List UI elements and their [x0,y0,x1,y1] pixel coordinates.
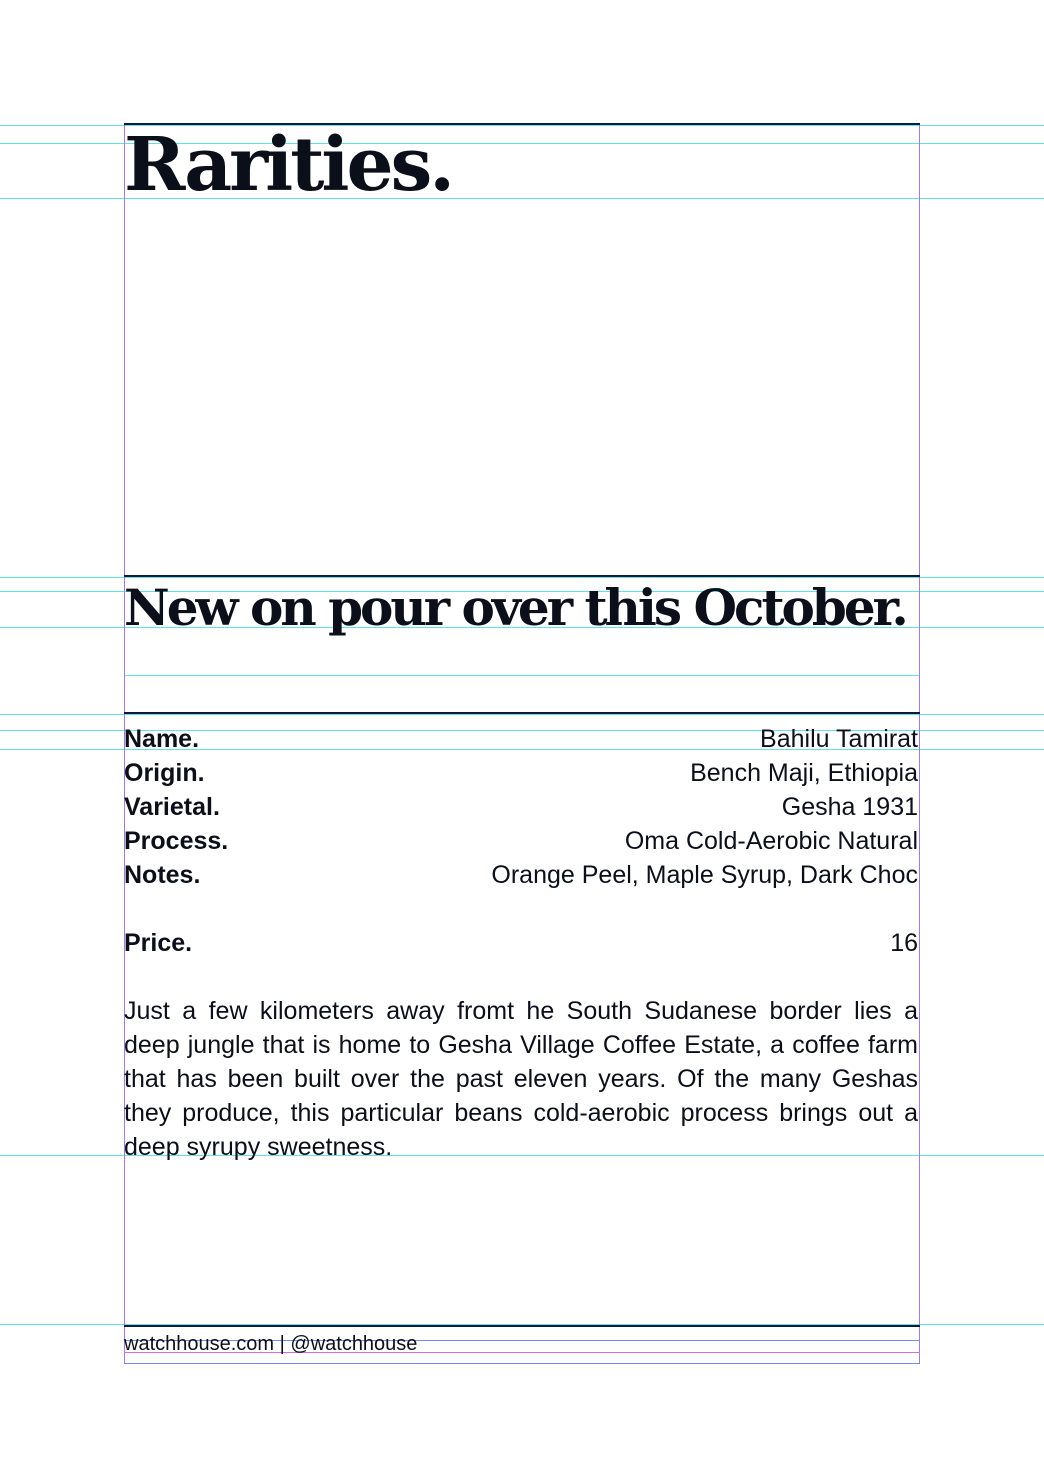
rule-specs [124,712,920,714]
spec-value: Orange Peel, Maple Syrup, Dark Choc [491,861,918,889]
spec-value: Bahilu Tamirat [760,725,918,753]
spacer [124,894,918,928]
spec-label: Process. [124,827,229,855]
section-heading: New on pour over this October. [124,578,906,637]
footer-links: watchhouse.com | @watchhouse [124,1333,418,1355]
spec-label: Origin. [124,759,205,787]
page-title: Rarities. [124,122,453,208]
rule-section [124,575,920,577]
spec-label: Name. [124,725,200,753]
spec-row-origin [124,758,918,792]
spec-row-price [124,928,918,962]
coffee-description: Just a few kilometers away fromt he South Sudanese border lies a deep jungle that is home to Gesha Village Coffee Estate, a coffee farm that has been built over the past eleven years. Of the many Geshas they produce, this particular beans cold-aerobic process brings out a deep syrupy sweetness. [124,997,918,1161]
rule-footer [124,1325,920,1327]
spec-value: Bench Maji, Ethiopia [690,759,918,787]
spec-row-varietal [124,792,918,826]
spec-row-process [124,826,918,860]
spec-value: Oma Cold-Aerobic Natural [624,827,918,855]
coffee-specs [124,724,918,962]
spec-row-notes [124,860,918,894]
price-value: 16 [890,929,918,957]
spec-value: Gesha 1931 [781,793,918,821]
spec-row-name [124,724,918,758]
footer-guide [124,1363,920,1364]
price-label: Price. [124,929,193,957]
spec-label: Notes. [124,861,201,889]
spec-label: Varietal. [124,793,220,821]
